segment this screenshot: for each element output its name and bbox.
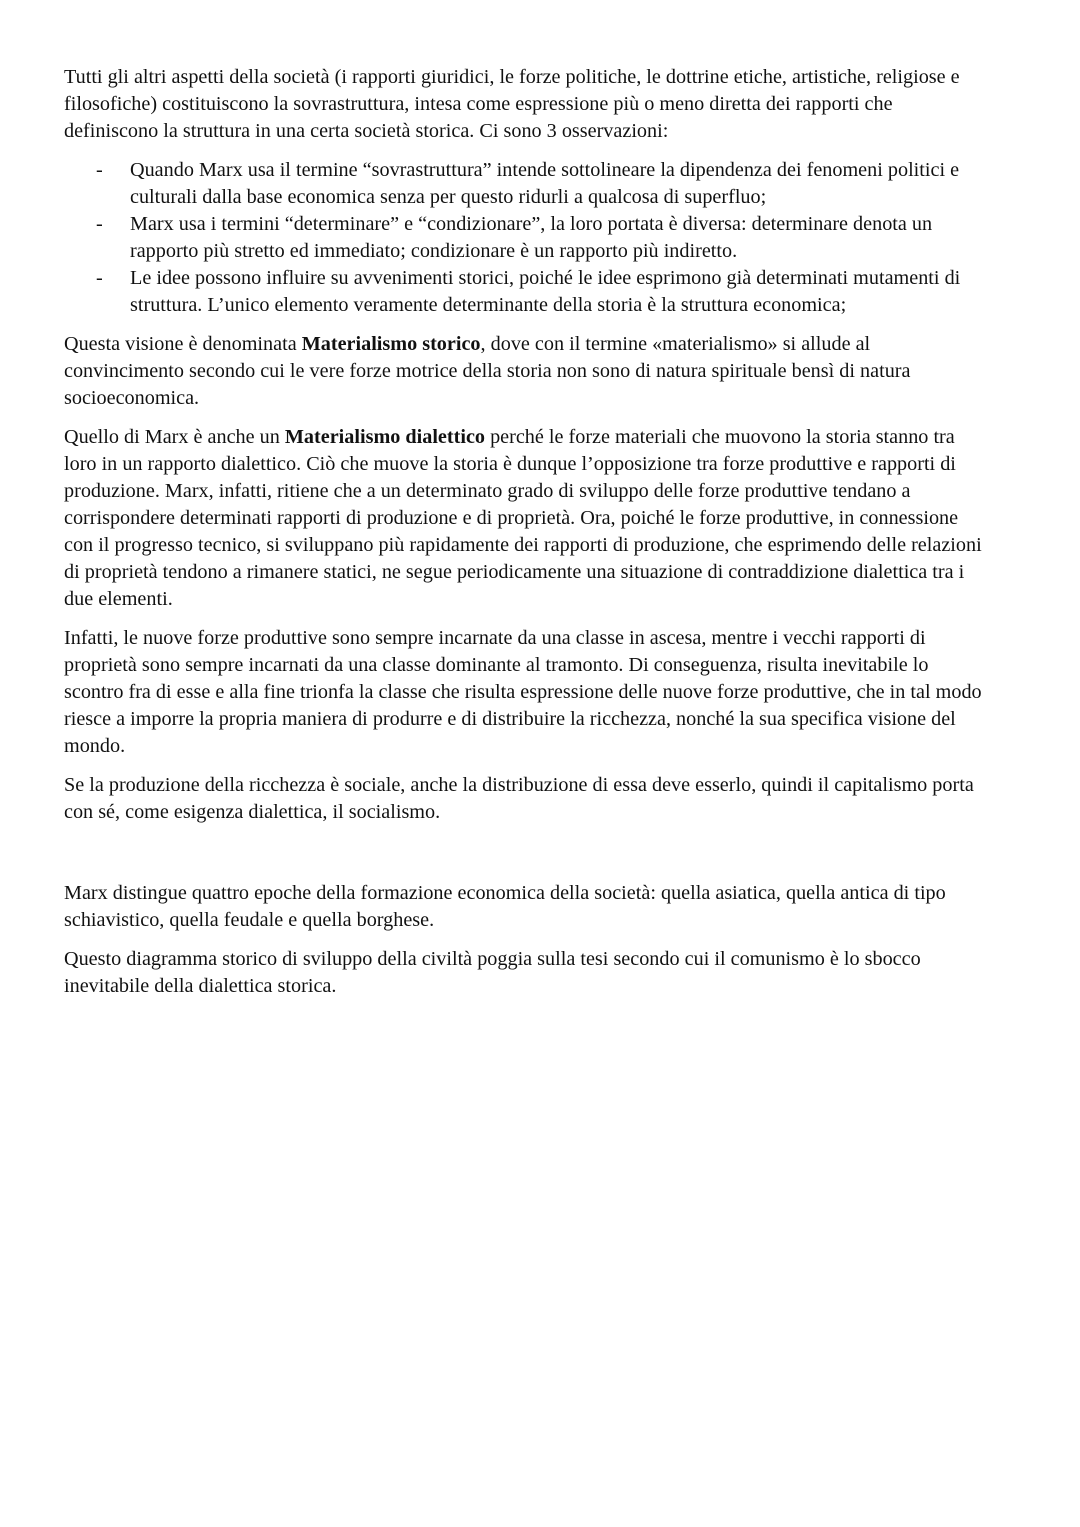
- paragraph-quattro-epoche: Marx distingue quattro epoche della formazione economica della società: quella asiatica, quella antica di tipo schiavistico, quella feudale e quella borghese.: [64, 882, 946, 931]
- bold-term: Materialismo dialettico: [284, 426, 486, 448]
- list-item-text: Quando Marx usa il termine “sovrastruttura” intende sottolineare la dipendenza dei fenomeni politici e culturali dalla base economica senza per questo ridurli a qualcosa di superfluo;: [130, 159, 960, 208]
- dash-bullet-icon: -: [96, 267, 103, 289]
- text-span: , dove con il termine «materialismo» si allude al convincimento secondo cui le vere forze motrice della storia non sono di natura spirituale bensì di natura socioeconomica.: [64, 333, 911, 409]
- dash-bullet-icon: -: [96, 213, 103, 235]
- list-item: [64, 157, 984, 211]
- list-item-text: Marx usa i termini “determinare” e “condizionare”, la loro portata è diversa: determinare denota un rapporto più stretto ed immediato; condizionare è un rapporto più indiretto.: [130, 213, 933, 262]
- dash-bullet-icon: -: [96, 159, 103, 181]
- paragraph-materialismo-storico: [64, 331, 984, 412]
- paragraph-materialismo-dialettico: [64, 424, 984, 613]
- text-span: Questa visione è denominata: [64, 333, 302, 355]
- text-span: Quello di Marx è anche un: [64, 426, 285, 448]
- observations-list: [64, 157, 984, 319]
- blank-spacer: [64, 838, 984, 880]
- paragraph-classe-in-ascesa: Infatti, le nuove forze produttive sono sempre incarnate da una classe in ascesa, mentre i vecchi rapporti di proprietà sono sempre incarnati da una classe dominante al tramonto. Di conseguenza, risulta inevitabile lo scontro fra di esse e alla fine trionfa la classe che risulta espressione delle nuove forze produttive, che in tal modo riesce a imporre la propria maniera di produrre e di distribuire la ricchezza, nonché la sua specifica visione del mondo.: [64, 627, 982, 757]
- paragraph-comunismo: Questo diagramma storico di sviluppo della civiltà poggia sulla tesi secondo cui il comunismo è lo sbocco inevitabile della dialettica storica.: [64, 948, 921, 997]
- list-item: [64, 265, 984, 319]
- list-item: [64, 211, 984, 265]
- list-item-text: Le idee possono influire su avvenimenti storici, poiché le idee esprimono già determinati mutamenti di struttura. L’unico elemento veramente determinante della storia è la struttura economica;: [130, 267, 961, 316]
- paragraph-sovrastruttura: Tutti gli altri aspetti della società (i rapporti giuridici, le forze politiche, le dottrine etiche, artistiche, religiose e filosofiche) costituiscono la sovrastruttura, intesa come espressione più o meno diretta dei rapporti che definiscono la struttura in una certa società storica. Ci sono 3 osservazioni:: [64, 66, 960, 142]
- document-page: [64, 64, 984, 1012]
- text-span: perché le forze materiali che muovono la storia stanno tra loro in un rapporto dialettico. Ciò che muove la storia è dunque l’opposizione tra forze produttive e rapporti di produzione. Marx, infatti, ritiene che a un determinato grado di sviluppo delle forze produttive tendano a corrispondere determinati rapporti di produzione e di proprietà. Ora, poiché le forze produttive, in connessione con il progresso tecnico, si sviluppano più rapidamente dei rapporti di produzione, che esprimendo delle relazioni di proprietà tendono a rimanere statici, ne segue periodicamente una situazione di contraddizione dialettica tra i due elementi.: [64, 426, 982, 610]
- bold-term: Materialismo storico: [301, 333, 481, 355]
- paragraph-socialismo: Se la produzione della ricchezza è sociale, anche la distribuzione di essa deve esserlo, quindi il capitalismo porta con sé, come esigenza dialettica, il socialismo.: [64, 774, 974, 823]
